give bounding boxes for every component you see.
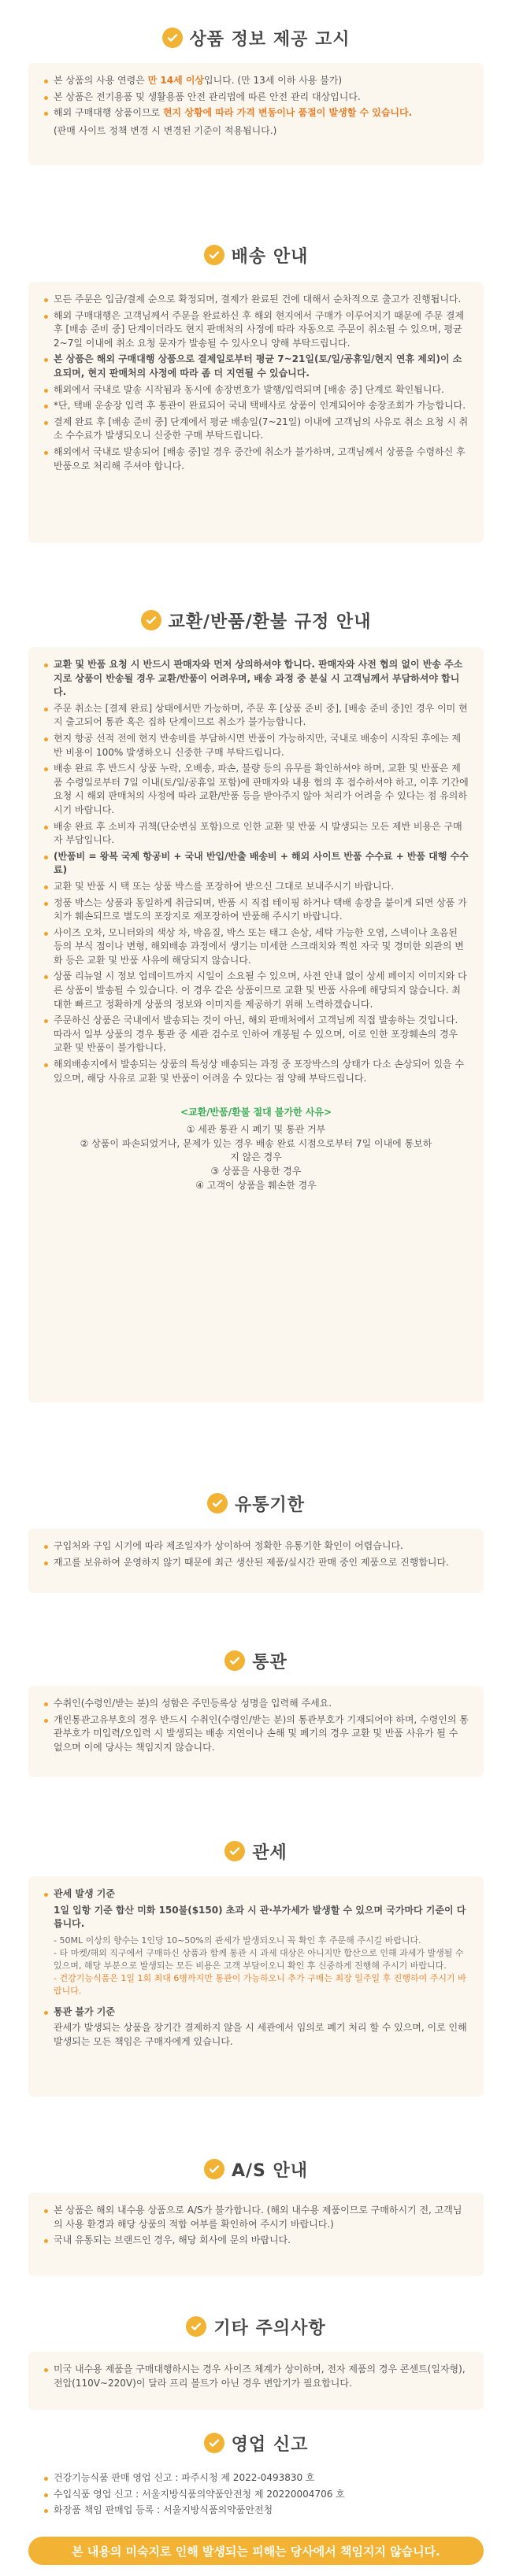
list-item: 정품 박스는 상품과 동일하게 취급되며, 반품 시 직접 테이핑 하거나 택배 송장을 붙이게 되면 상품 가치가 훼손되므로 별도의 포장지로 재포장하여 반품해 주시기 바랍니다. <box>43 896 469 924</box>
section-header <box>0 1488 512 1519</box>
etc-box <box>28 2352 484 2410</box>
list-item: 화장품 책임 판매업 등록 : 서울지방식품의약품안전청 <box>43 2504 469 2518</box>
section-title: 상품 정보 제공 고시 <box>189 29 351 50</box>
as-box <box>28 2193 484 2276</box>
check-circle-icon <box>162 28 183 48</box>
duty-detail: - 50ML 이상의 향수는 1인당 10~50%의 관세가 발생되오니 꼭 확인 후 주문해 주시길 바랍니다. <box>54 1935 421 1946</box>
section-exchange <box>0 604 512 636</box>
list-item: 국내 유통되는 브랜드인 경우, 해당 회사에 문의 바랍니다. <box>43 2234 469 2248</box>
list-item: 수입식품 영업 신고 : 서울지방식품의약품안전청 제 20220004706 호 <box>43 2488 469 2502</box>
section-title: 유통기한 <box>234 1495 305 1515</box>
duty-heading: 통관 불가 기준 <box>43 2005 469 2020</box>
check-circle-icon <box>207 1493 228 1513</box>
section-title: 배송 안내 <box>231 246 309 267</box>
list-item: 해외배송지에서 발송되는 상품의 특성상 배송되는 과정 중 포장박스의 상태가 다소 손상되어 있을 수 있으며, 해당 사유로 교환 및 반품이 어려울 수 있다는 점 양해 부탁드립니다. <box>43 1058 469 1085</box>
section-expiry <box>0 1488 512 1519</box>
list-item: 본 상품은 해외 내수용 상품으로 A/S가 불가합니다. (해외 내수용 제품이므로 구매하시기 전, 고객님의 사용 환경과 해당 상품의 적합 여부를 확인하여 주시기 바랍니다.) <box>43 2204 469 2231</box>
section-header <box>0 604 512 636</box>
footer-text: 본 내용의 미숙지로 인해 발생되는 피해는 당사에서 책임지지 않습니다. <box>72 2544 440 2559</box>
section-title: A/S 안내 <box>231 2160 309 2181</box>
duty-detail: - 타 마켓/해외 직구에서 구매하신 상품과 함께 통관 시 과세 대상은 아니지만 합산으로 인해 과세가 발생될 수 있으며, 해당 부분으로 발생되는 모든 비용은 고객 부담이오니 확인 후 신중하게 진행해 주시기 바랍니다. <box>54 1947 464 1971</box>
section-product-info <box>0 22 512 54</box>
check-circle-icon <box>204 2159 224 2179</box>
list-item: 배송 완료 후 소비자 귀책(단순변심 포함)으로 인한 교환 및 반품 시 발생되는 모든 제반 비용은 구매자 부담입니다. <box>43 820 469 848</box>
business-box <box>28 2467 484 2528</box>
duty-details <box>43 1935 469 1998</box>
section-title: 기타 주의사항 <box>213 2318 326 2338</box>
list-item: 배송 완료 후 반드시 상품 누락, 오배송, 파손, 불량 등의 유무를 확인하셔야 하며, 교환 및 반품은 제품 수령일로부터 7일 이내(토/일/공휴일 포함)에 판매자와 내용 협의 후 접수하셔야 하고, 이후 기간에 요청 시 해외 판매처의 사정에 따라 교환/반품 등을 받아주지 않아 처리가 어려울 수 있다는 점 유의하시기 바랍니다. <box>43 762 469 817</box>
list-item: 교환 및 반품 요청 시 반드시 판매자와 먼저 상의하셔야 합니다. 판매자와 사전 협의 없이 반송 주소지로 상품이 반송될 경우 교환/반품이 어려우며, 배송 과정 중 분실 시 고객님께서 부담하셔야 합니다. <box>43 658 469 700</box>
list-item: (반품비 = 왕복 국제 항공비 + 국내 반입/반출 배송비 + 해외 사이트 반품 수수료 + 반품 대행 수수료) <box>43 850 469 878</box>
check-circle-icon <box>204 245 224 265</box>
section-as <box>0 2153 512 2185</box>
section-header <box>0 2427 512 2459</box>
note-text: (판매 사이트 정책 변경 시 변경된 기준이 적용됩니다.) <box>54 124 277 136</box>
list-item: 주문하신 상품은 국내에서 발송되는 것이 아닌, 해외 판매처에서 고객님께 직접 발송하는 것입니다. 따라서 일부 상품의 경우 통관 중 세관 검수로 인하여 개봉될 수 있으며, 이로 인한 포장훼손의 경우 교환 및 반품이 불가합니다. <box>43 1014 469 1055</box>
list-item: 교환 및 반품 시 택 또는 상품 박스를 포장하여 받으신 그대로 보내주시기 바랍니다. <box>43 880 469 894</box>
section-header <box>0 2311 512 2342</box>
list-item: 해외에서 국내로 발송되어 [배송 중]일 경우 중간에 취소가 불가하며, 고객님께서 상품을 수령하신 후 반품으로 처리해 주셔야 합니다. <box>43 445 469 473</box>
list-item: 수취인(수령인/받는 분)의 성함은 주민등록상 성명을 입력해 주세요. <box>43 1697 469 1711</box>
duty-detail: - 건강기능식품은 1일 1회 최대 6병까지만 통관이 가능하오니 추가 구매는 최장 일주일 후 진행하여 주시기 바랍니다. <box>54 1972 466 1996</box>
check-circle-icon <box>186 2316 206 2337</box>
list-item: 모든 주문은 입금/결제 순으로 확정되며, 결제가 완료된 건에 대해서 순차적으로 출고가 진행됩니다. <box>43 293 469 307</box>
list-item: 상품 리뉴얼 시 정보 업데이트까지 시일이 소요될 수 있으며, 사전 안내 없이 상세 페이지 이미지와 다른 상품이 발송될 수 있습니다. 이 경우 같은 상품이므로 교환 및 반품 사유에 해당되지 않습니다. 최대한 빠르고 정확하게 상품의 정보와 이미지를 제공하기 위해 노력하겠습니다. <box>43 970 469 1011</box>
list-item: 해외에서 국내로 발송 시작됨과 동시에 송장번호가 발행/입력되며 [배송 중] 단계로 확인됩니다. <box>43 383 469 397</box>
section-shipping <box>0 239 512 271</box>
shipping-box <box>28 282 484 543</box>
list-item: 건강기능식품 판매 영업 신고 : 파주시청 제 2022-0493830 호 <box>43 2471 469 2485</box>
section-header <box>0 1835 512 1867</box>
duty-box <box>28 1876 484 2097</box>
section-title: 통관 <box>252 1652 288 1672</box>
check-circle-icon <box>141 610 161 630</box>
section-header <box>0 22 512 54</box>
list-item: 본 상품은 해외 구매대행 상품으로 결제일로부터 평균 7~21일(토/일/공휴일/현지 연휴 제외)이 소요되며, 현지 판매처의 사정에 따라 좀 더 지연될 수 있습니다. <box>43 353 469 380</box>
expiry-box <box>28 1528 484 1593</box>
customs-box <box>28 1686 484 1777</box>
section-title: 영업 신고 <box>231 2434 309 2455</box>
list-item: 본 상품의 사용 연령은 만 14세 이상입니다. (만 13세 이하 사용 불가) <box>43 74 469 88</box>
list-item: 구입처와 구입 시기에 따라 제조일자가 상이하여 정확한 유통기한 확인이 어렵습니다. <box>43 1539 469 1554</box>
list-item: *단, 택배 운송장 입력 후 통관이 완료되어 국내 택배사로 상품이 인계되어야 송장조회가 가능합니다. <box>43 399 469 413</box>
list-item: 재고를 보유하여 운영하지 않기 때문에 최근 생산된 제품/실시간 판매 중인 제품으로 진행합니다. <box>43 1556 469 1570</box>
list-item: 결제 완료 후 [배송 준비 중] 단계에서 평균 배송일(7~21일) 이내에 고객님의 사유로 취소 요청 시 취소 수수료가 발생되오니 신중한 구매 부탁드립니다. <box>43 416 469 443</box>
section-header <box>0 1645 512 1676</box>
section-business <box>0 2427 512 2459</box>
check-circle-icon <box>204 2433 224 2453</box>
duty-heading: 관세 발생 기준 <box>43 1887 469 1902</box>
list-item: 해외 구매대행 상품이므로 현지 상황에 따라 가격 변동이나 품절이 발생할 수 있습니다. <box>43 106 469 120</box>
list-item: 미국 내수용 제품을 구매대행하시는 경우 사이즈 체계가 상이하며, 전자 제품의 경우 콘센트(일자형), 전압(110V~220V)이 달라 프리 볼트가 아닌 경우 변압기가 필요합니다. <box>43 2363 469 2390</box>
section-title: 관세 <box>252 1842 288 1863</box>
list-item: 개인통관고유부호의 경우 반드시 수취인(수령인/받는 분)의 통관부호가 기재되어야 하며, 수령인의 통관부호가 미입력/오입력 시 발생되는 배송 지연이나 손해 및 폐기의 경우 교환 및 반품 사유가 될 수 없으며 이에 당사는 책임지지 않습니다. <box>43 1713 469 1755</box>
section-title: 교환/반품/환불 규정 안내 <box>168 612 372 632</box>
unavailable-item: ④ 고객이 상품을 훼손한 경우 <box>195 1179 317 1191</box>
unavailable-item: ③ 상품을 사용한 경우 <box>210 1166 302 1177</box>
check-circle-icon <box>224 1841 245 1861</box>
unavailable-title: <교환/반품/환불 절대 불가한 사유> <box>180 1107 332 1118</box>
footer-banner <box>28 2537 484 2565</box>
exchange-box <box>28 647 484 1403</box>
product-info-box <box>28 63 484 165</box>
unavailable-list <box>28 1123 484 1192</box>
section-duty <box>0 1835 512 1867</box>
list-item: 해외 구매대행은 고객님께서 주문을 완료하신 후 해외 현지에서 구매가 이루어지기 때문에 주문 결제 후 [배송 준비 중] 단계이더라도 현지 판매처의 사정에 따라 자동으로 주문이 취소될 수 있으며, 평균 2~7일 이내에 취소 요청 문자가 발송될 수 있사오니 양해 부탁드립니다. <box>43 309 469 351</box>
unavailable-item: ① 세관 통관 시 폐기 및 통관 거부 <box>186 1124 326 1136</box>
list-item: 사이즈 오차, 모니터와의 색상 차, 박음질, 박스 또는 태그 손상, 세탁 가능한 오염, 스넥이나 초음된 등의 부식 점이나 변형, 해외배송 과정에서 생기는 미세한 스크래치와 찍힌 자국 및 경미한 외관의 변화 등은 교환 및 반품 사유에 해당되지 않습니다. <box>43 926 469 968</box>
list-item: 주문 취소는 [결제 완료] 상태에서만 가능하며, 주문 후 [상품 준비 중], [배송 준비 중]인 경우 이미 현지 출고되어 통관 혹은 집하 단계이므로 취소가 불가능합니다. <box>43 702 469 730</box>
list-item: 본 상품은 전기용품 및 생활용품 안전 관리법에 따른 안전 관리 대상입니다. <box>43 91 469 105</box>
section-customs <box>0 1645 512 1676</box>
duty-line: 관세가 발생되는 상품을 장기간 결제하지 않을 시 세관에서 임의로 폐기 처리 할 수 있으며, 이로 인해 발생되는 모든 책임은 구매자에게 있습니다. <box>54 2022 467 2047</box>
section-etc <box>0 2311 512 2342</box>
check-circle-icon <box>224 1650 245 1671</box>
section-header <box>0 239 512 271</box>
list-item: 현지 항공 선적 전에 현지 반송비를 부담하시면 반품이 가능하지만, 국내로 배송이 시작된 후에는 제반 비용이 100% 발생하오니 신중한 구매 부탁드립니다. <box>43 732 469 759</box>
duty-line: 1일 입항 기준 합산 미화 150불($150) 초과 시 관·부가세가 발생할 수 있으며 국가마다 기준이 다릅니다. <box>54 1904 466 1930</box>
unavailable-item: ② 상품이 파손되었거나, 문제가 있는 경우 배송 완료 시점으로부터 7일 이내에 통보하지 않은 경우 <box>80 1137 432 1163</box>
section-header <box>0 2153 512 2185</box>
